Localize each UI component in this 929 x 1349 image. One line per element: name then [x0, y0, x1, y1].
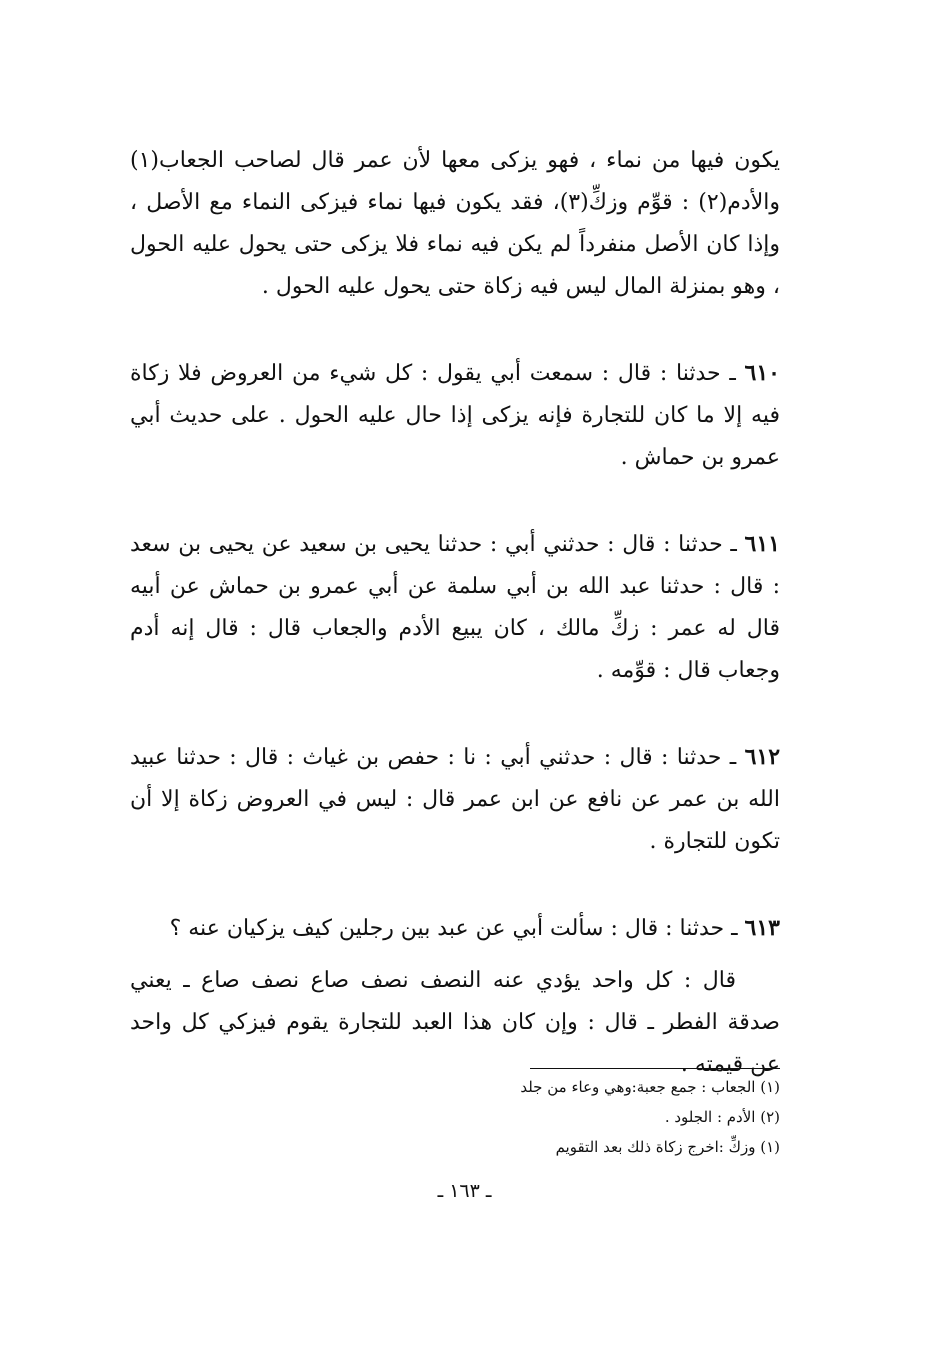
page-number: ـ ١٦٣ ـ: [437, 1180, 492, 1202]
footnote-1: (١) الجعاب : جمع جعبة:وهي وعاء من جلد: [520, 1078, 780, 1096]
entry-number: ٦١٠: [744, 360, 780, 386]
answer-paragraph: قال : كل واحد يؤدي عنه النصف نصف صاع نصف صاع ـ يعني صدقة الفطر ـ قال : وإن كان هذا العبد للتجارة يقوم فيزكي كل واحد عن قيمته .: [130, 968, 780, 1077]
entry-612: [130, 736, 780, 863]
entry-number: ٦١٢: [744, 744, 781, 770]
entry-text: ـ حدثنا : قال : حدثني أبي : نا : حفص بن غياث : قال : حدثنا عبيد الله بن عمر عن نافع عن ابن عمر قال : ليس في العروض زكاة إلا أن تكون للتجارة .: [130, 745, 780, 854]
footnote-3: (١) وزكِّ :اخرج زكاة ذلك بعد التقويم: [555, 1138, 780, 1156]
entry-number: ٦١٣: [744, 915, 780, 941]
entry-text: ـ حدثنا : قال : سألت أبي عن عبد بين رجلين كيف يزكيان عنه ؟: [169, 916, 738, 941]
entry-610: [130, 352, 780, 479]
footnote-2: (٢) الأدم : الجلود .: [664, 1108, 780, 1126]
entry-611: [130, 523, 780, 692]
main-text: [130, 140, 780, 1086]
entry-613: [130, 907, 780, 950]
entry-number: ٦١١: [744, 531, 780, 557]
footnote-divider: [530, 1068, 780, 1069]
footnotes: [470, 1072, 780, 1162]
intro-paragraph: يكون فيها من نماء ، فهو يزكى معها لأن عمر قال لصاحب الجعاب(١) والأدم(٢) : قوِّم وزكِّ(٣)، فقد يكون فيها نماء فيزكى النماء مع الأصل ، وإذا كان الأصل منفرداً لم يكن فيه نماء فلا يزكى حتى يحول عليه الحول ، وهو بمنزلة المال ليس فيه زكاة حتى يحول عليه الحول .: [130, 148, 780, 299]
entry-text: ـ حدثنا : قال : حدثني أبي : حدثنا يحيى بن سعيد عن يحيى بن سعد : قال : حدثنا عبد الله بن أبي سلمة عن أبي عمرو بن حماش عن أبيه قال له عمر : زكِّ مالك ، كان يبيع الأدم والجعاب قال : قال إنه أدم وجعاب قال : قوِّمه .: [130, 532, 780, 683]
entry-text: ـ حدثنا : قال : سمعت أبي يقول : كل شيء من العروض فلا زكاة فيه إلا ما كان للتجارة فإنه يزكى إذا حال عليه الحول . على حديث أبي عمرو بن حماش .: [130, 361, 780, 470]
